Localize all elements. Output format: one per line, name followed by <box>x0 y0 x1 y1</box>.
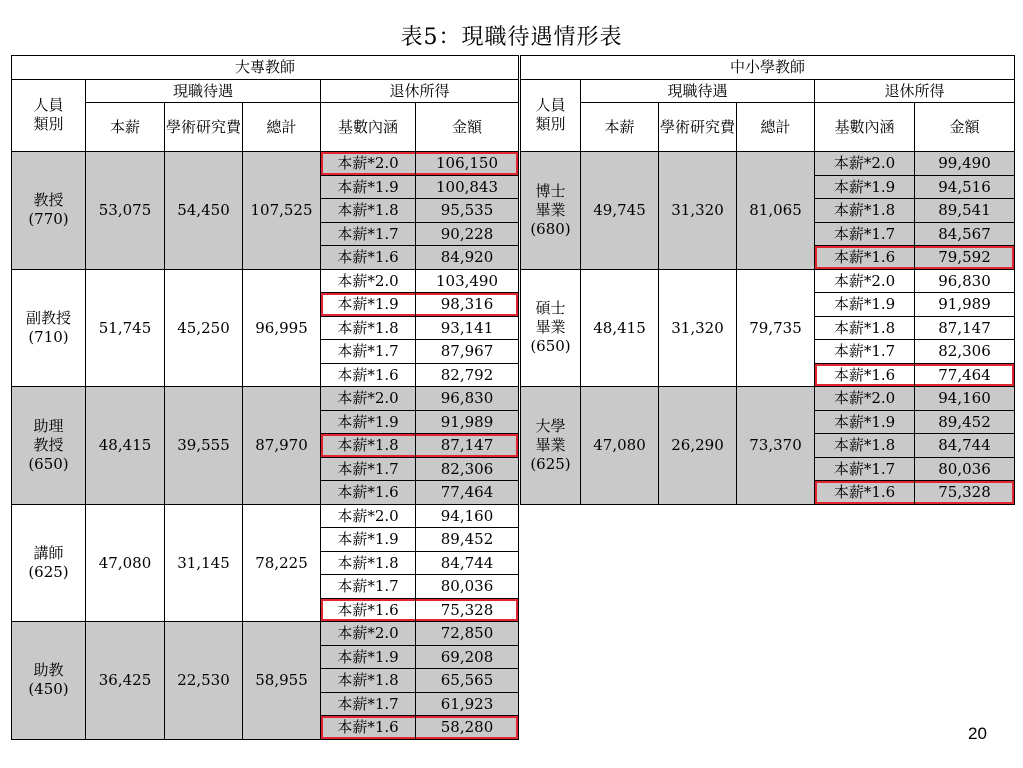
table-row <box>521 152 1015 176</box>
category-cell: 助理 教授 (650) <box>12 387 86 505</box>
amount-cell: 103,490 <box>416 269 519 293</box>
base-salary-cell: 49,745 <box>581 152 659 270</box>
formula-cell: 本薪*1.9 <box>815 175 915 199</box>
category-cell: 博士 畢業 (680) <box>521 152 581 270</box>
category-cell: 副教授 (710) <box>12 269 86 387</box>
amount-cell: 106,150 <box>416 152 519 176</box>
category-cell: 大學 畢業 (625) <box>521 387 581 505</box>
formula-cell: 本薪*2.0 <box>321 504 416 528</box>
base-salary-cell: 51,745 <box>86 269 165 387</box>
research-allowance-cell: 22,530 <box>165 622 243 740</box>
page-title: 表5：現職待遇情形表 <box>400 25 623 50</box>
amount-cell: 94,516 <box>915 175 1015 199</box>
amount-cell: 98,316 <box>416 293 519 317</box>
formula-cell: 本薪*1.7 <box>321 457 416 481</box>
header-current-pay: 現職待遇 <box>86 79 321 103</box>
base-salary-cell: 48,415 <box>581 269 659 387</box>
formula-cell: 本薪*1.7 <box>321 575 416 599</box>
section-header-row <box>521 79 1015 103</box>
total-cell: 96,995 <box>243 269 321 387</box>
header-formula: 基數內涵 <box>321 103 416 152</box>
formula-cell: 本薪*1.8 <box>815 434 915 458</box>
table-row <box>12 622 519 646</box>
amount-cell: 58,280 <box>416 716 519 740</box>
formula-cell: 本薪*2.0 <box>815 387 915 411</box>
amount-cell: 91,989 <box>915 293 1015 317</box>
formula-cell: 本薪*1.6 <box>321 246 416 270</box>
research-allowance-cell: 54,450 <box>165 152 243 270</box>
header-base-salary: 本薪 <box>581 103 659 152</box>
amount-cell: 91,989 <box>416 410 519 434</box>
amount-cell: 77,464 <box>416 481 519 505</box>
formula-cell: 本薪*1.7 <box>321 692 416 716</box>
formula-cell: 本薪*1.8 <box>815 316 915 340</box>
formula-cell: 本薪*2.0 <box>321 387 416 411</box>
research-allowance-cell: 31,320 <box>659 269 737 387</box>
school-table-body <box>521 56 1015 505</box>
formula-cell: 本薪*1.8 <box>321 551 416 575</box>
section-header-row <box>12 79 519 103</box>
formula-cell: 本薪*1.9 <box>815 293 915 317</box>
formula-cell: 本薪*1.8 <box>321 669 416 693</box>
total-cell: 73,370 <box>737 387 815 505</box>
formula-cell: 本薪*1.9 <box>321 528 416 552</box>
amount-cell: 89,452 <box>915 410 1015 434</box>
total-cell: 58,955 <box>243 622 321 740</box>
header-research-allowance: 學術研究費 <box>165 103 243 152</box>
formula-cell: 本薪*2.0 <box>815 152 915 176</box>
page-number: 20 <box>968 724 987 743</box>
formula-cell: 本薪*1.9 <box>321 410 416 434</box>
table-row <box>12 152 519 176</box>
formula-cell: 本薪*1.7 <box>815 340 915 364</box>
amount-cell: 82,306 <box>416 457 519 481</box>
amount-cell: 99,490 <box>915 152 1015 176</box>
header-research-allowance: 學術研究費 <box>659 103 737 152</box>
table-row <box>12 269 519 293</box>
formula-cell: 本薪*1.8 <box>815 199 915 223</box>
header-category: 人員 類別 <box>521 79 581 152</box>
table-row <box>12 504 519 528</box>
formula-cell: 本薪*1.9 <box>815 410 915 434</box>
base-salary-cell: 47,080 <box>581 387 659 505</box>
base-salary-cell: 53,075 <box>86 152 165 270</box>
formula-cell: 本薪*1.9 <box>321 645 416 669</box>
amount-cell: 77,464 <box>915 363 1015 387</box>
amount-cell: 65,565 <box>416 669 519 693</box>
amount-cell: 75,328 <box>416 598 519 622</box>
amount-cell: 84,744 <box>416 551 519 575</box>
formula-cell: 本薪*1.6 <box>815 246 915 270</box>
formula-cell: 本薪*1.8 <box>321 434 416 458</box>
amount-cell: 87,967 <box>416 340 519 364</box>
formula-cell: 本薪*2.0 <box>321 269 416 293</box>
amount-cell: 100,843 <box>416 175 519 199</box>
research-allowance-cell: 45,250 <box>165 269 243 387</box>
header-formula: 基數內涵 <box>815 103 915 152</box>
amount-cell: 84,920 <box>416 246 519 270</box>
category-cell: 講師 (625) <box>12 504 86 622</box>
header-total: 總計 <box>243 103 321 152</box>
amount-cell: 79,592 <box>915 246 1015 270</box>
group-header-row <box>12 56 519 80</box>
total-cell: 78,225 <box>243 504 321 622</box>
table-row <box>521 387 1015 411</box>
amount-cell: 89,541 <box>915 199 1015 223</box>
category-cell: 教授 (770) <box>12 152 86 270</box>
formula-cell: 本薪*1.8 <box>321 199 416 223</box>
base-salary-cell: 36,425 <box>86 622 165 740</box>
amount-cell: 80,036 <box>416 575 519 599</box>
amount-cell: 82,306 <box>915 340 1015 364</box>
table-row <box>521 269 1015 293</box>
group-heading: 大專教師 <box>12 56 519 80</box>
group-heading: 中小學教師 <box>521 56 1015 80</box>
header-category: 人員 類別 <box>12 79 86 152</box>
amount-cell: 82,792 <box>416 363 519 387</box>
amount-cell: 94,160 <box>915 387 1015 411</box>
university-teachers-table <box>11 55 519 740</box>
formula-cell: 本薪*1.7 <box>815 222 915 246</box>
header-retirement-income: 退休所得 <box>321 79 519 103</box>
university-table-body <box>12 56 519 740</box>
header-base-salary: 本薪 <box>86 103 165 152</box>
formula-cell: 本薪*2.0 <box>815 269 915 293</box>
amount-cell: 75,328 <box>915 481 1015 505</box>
formula-cell: 本薪*1.6 <box>321 716 416 740</box>
formula-cell: 本薪*1.6 <box>815 363 915 387</box>
formula-cell: 本薪*1.6 <box>815 481 915 505</box>
amount-cell: 95,535 <box>416 199 519 223</box>
formula-cell: 本薪*1.6 <box>321 363 416 387</box>
amount-cell: 94,160 <box>416 504 519 528</box>
category-cell: 助教 (450) <box>12 622 86 740</box>
column-header-row <box>12 103 519 152</box>
header-total: 總計 <box>737 103 815 152</box>
amount-cell: 96,830 <box>915 269 1015 293</box>
amount-cell: 89,452 <box>416 528 519 552</box>
amount-cell: 87,147 <box>915 316 1015 340</box>
amount-cell: 93,141 <box>416 316 519 340</box>
total-cell: 87,970 <box>243 387 321 505</box>
amount-cell: 72,850 <box>416 622 519 646</box>
amount-cell: 69,208 <box>416 645 519 669</box>
research-allowance-cell: 39,555 <box>165 387 243 505</box>
formula-cell: 本薪*1.9 <box>321 293 416 317</box>
total-cell: 107,525 <box>243 152 321 270</box>
total-cell: 81,065 <box>737 152 815 270</box>
table-row <box>12 387 519 411</box>
header-amount: 金額 <box>915 103 1015 152</box>
header-amount: 金額 <box>416 103 519 152</box>
column-header-row <box>521 103 1015 152</box>
base-salary-cell: 48,415 <box>86 387 165 505</box>
formula-cell: 本薪*1.7 <box>815 457 915 481</box>
school-teachers-table <box>520 55 1015 505</box>
total-cell: 79,735 <box>737 269 815 387</box>
formula-cell: 本薪*1.8 <box>321 316 416 340</box>
formula-cell: 本薪*1.7 <box>321 340 416 364</box>
category-cell: 碩士 畢業 (650) <box>521 269 581 387</box>
formula-cell: 本薪*2.0 <box>321 152 416 176</box>
amount-cell: 84,567 <box>915 222 1015 246</box>
research-allowance-cell: 31,320 <box>659 152 737 270</box>
research-allowance-cell: 26,290 <box>659 387 737 505</box>
formula-cell: 本薪*1.6 <box>321 481 416 505</box>
formula-cell: 本薪*1.6 <box>321 598 416 622</box>
header-current-pay: 現職待遇 <box>581 79 815 103</box>
formula-cell: 本薪*1.7 <box>321 222 416 246</box>
amount-cell: 96,830 <box>416 387 519 411</box>
amount-cell: 61,923 <box>416 692 519 716</box>
amount-cell: 87,147 <box>416 434 519 458</box>
formula-cell: 本薪*2.0 <box>321 622 416 646</box>
base-salary-cell: 47,080 <box>86 504 165 622</box>
header-retirement-income: 退休所得 <box>815 79 1015 103</box>
amount-cell: 90,228 <box>416 222 519 246</box>
formula-cell: 本薪*1.9 <box>321 175 416 199</box>
group-header-row <box>521 56 1015 80</box>
research-allowance-cell: 31,145 <box>165 504 243 622</box>
amount-cell: 80,036 <box>915 457 1015 481</box>
amount-cell: 84,744 <box>915 434 1015 458</box>
